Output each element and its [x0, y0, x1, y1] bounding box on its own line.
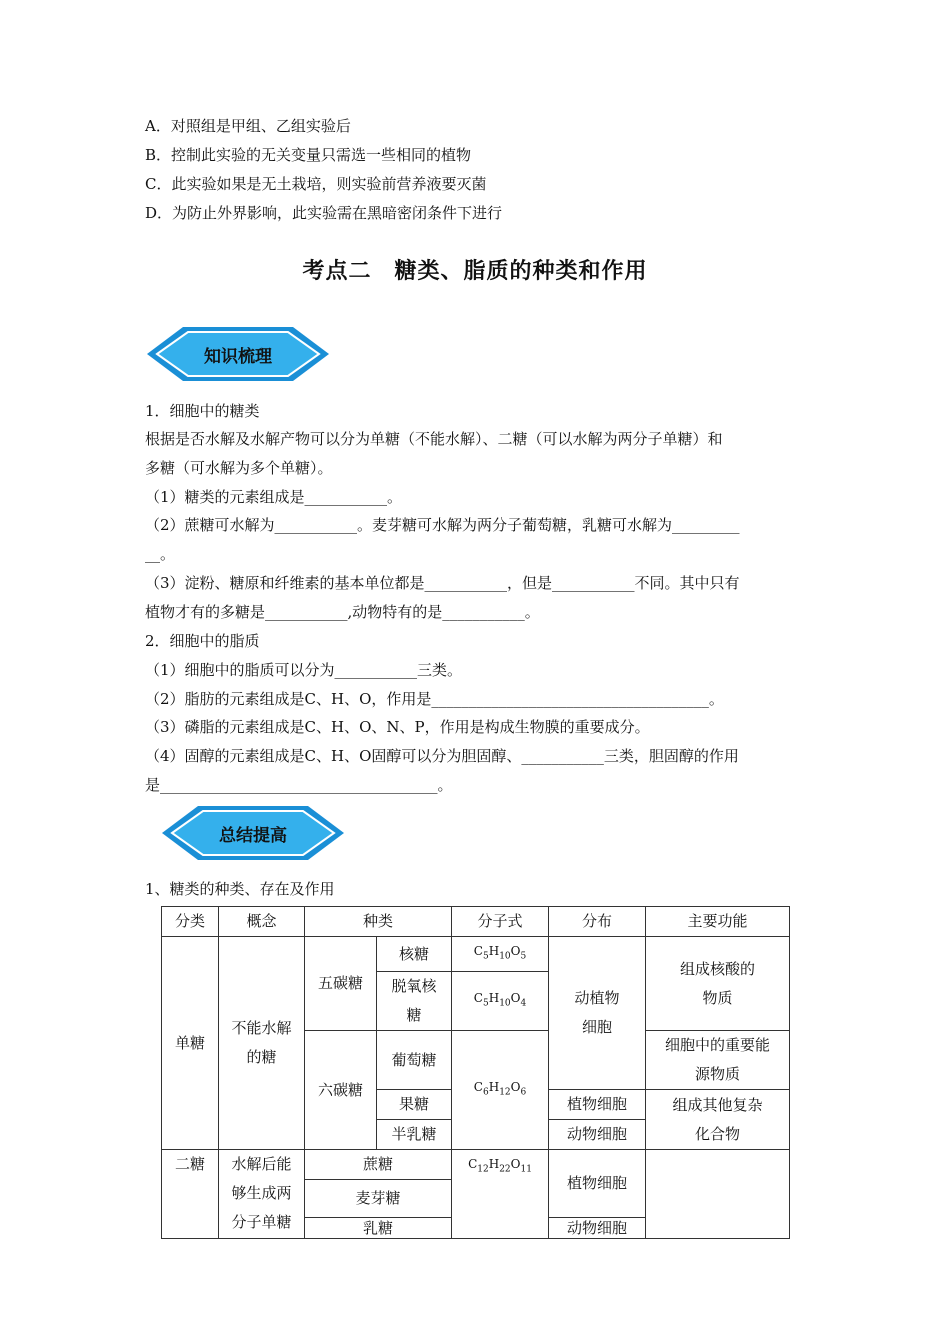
cell-di-formula: $C_{12}H_{22}O_{11}$	[452, 1150, 549, 1239]
cell-plant-cell: 植物细胞	[549, 1090, 646, 1120]
cell-ribose-formula: $C_5H_{10}O_5$	[452, 937, 549, 972]
cell-galactose: 半乳糖	[377, 1120, 452, 1150]
cell-di-function	[646, 1150, 790, 1239]
option-a: A．对照组是甲组、乙组实验后	[145, 117, 351, 135]
cell-ribose: 核糖	[377, 937, 452, 972]
cell-sucrose: 蔗糖	[305, 1150, 452, 1180]
badge-knowledge-label: 知识梳理	[204, 347, 272, 367]
header-type: 种类	[305, 907, 452, 937]
cell-hexose-formula: $C_6H_{12}O_6$	[452, 1031, 549, 1150]
option-c: C．此实验如果是无土栽培，则实验前营养液要灭菌	[145, 175, 487, 193]
body-line: （2）蔗糖可水解为___________。麦芽糖可水解为两分子葡萄糖，乳糖可水解为_________	[145, 516, 740, 534]
body-line: 植物才有的多糖是___________,动物特有的是___________。	[145, 603, 540, 621]
header-distribution: 分布	[549, 907, 646, 937]
cell-glucose: 葡萄糖	[377, 1031, 452, 1090]
header-concept: 概念	[219, 907, 305, 937]
table-row	[162, 1150, 790, 1180]
cell-deoxyribose-formula: $C_5H_{10}O_4$	[452, 972, 549, 1031]
cell-glucose-function: 细胞中的重要能源物质	[646, 1031, 790, 1090]
cell-other-function: 组成其他复杂化合物	[646, 1090, 790, 1150]
body-line: （3）淀粉、糖原和纤维素的基本单位都是___________，但是___________不同。其中只有	[145, 574, 740, 592]
sugar-table	[161, 906, 790, 1239]
cell-pentose-distribution: 动植物细胞	[549, 937, 646, 1090]
cell-hexose: 六碳糖	[305, 1031, 377, 1150]
cell-di-plant-cell: 植物细胞	[549, 1150, 646, 1218]
body-line: （1）细胞中的脂质可以分为___________三类。	[145, 661, 463, 679]
cell-monosaccharide: 单糖	[162, 937, 219, 1150]
header-formula: 分子式	[452, 907, 549, 937]
cell-disaccharide: 二糖	[162, 1150, 219, 1239]
table-caption: 1、糖类的种类、存在及作用	[145, 880, 335, 898]
cell-pentose: 五碳糖	[305, 937, 377, 1031]
section-title: 考点二 糖类、脂质的种类和作用	[302, 259, 648, 284]
badge-knowledge	[145, 323, 331, 385]
body-line: （2）脂肪的元素组成是C、H、O，作用是_____________________________________。	[145, 690, 724, 708]
cell-maltose: 麦芽糖	[305, 1180, 452, 1218]
badge-summary	[160, 802, 346, 864]
cell-lactose: 乳糖	[305, 1218, 452, 1239]
cell-di-animal-cell: 动物细胞	[549, 1218, 646, 1239]
cell-di-concept: 水解后能够生成两分子单糖	[219, 1150, 305, 1239]
body-line: 根据是否水解及水解产物可以分为单糖（不能水解）、二糖（可以水解为两分子单糖）和	[145, 430, 723, 448]
body-line: （1）糖类的元素组成是___________。	[145, 488, 403, 506]
body-line: 多糖（可水解为多个单糖）。	[145, 459, 333, 477]
option-b: B．控制此实验的无关变量只需选一些相同的植物	[145, 146, 472, 164]
body-line: 2．细胞中的脂质	[145, 632, 260, 650]
cell-mono-concept: 不能水解的糖	[219, 937, 305, 1150]
cell-animal-cell: 动物细胞	[549, 1120, 646, 1150]
badge-summary-label: 总结提高	[219, 826, 287, 846]
cell-deoxyribose: 脱氧核糖	[377, 972, 452, 1031]
header-function: 主要功能	[646, 907, 790, 937]
table-header-row	[162, 907, 790, 937]
header-category: 分类	[162, 907, 219, 937]
cell-fructose: 果糖	[377, 1090, 452, 1120]
body-line: （4）固醇的元素组成是C、H、O固醇可以分为胆固醇、___________三类，胆固醇的作用	[145, 747, 739, 765]
cell-pentose-function: 组成核酸的物质	[646, 937, 790, 1031]
body-line: 是_____________________________________。	[145, 776, 453, 794]
body-line: __。	[145, 545, 176, 563]
body-line: （3）磷脂的元素组成是C、H、O、N、P，作用是构成生物膜的重要成分。	[145, 718, 650, 736]
option-d: D．为防止外界影响，此实验需在黑暗密闭条件下进行	[145, 204, 503, 222]
body-line: 1．细胞中的糖类	[145, 402, 260, 420]
table-row	[162, 937, 790, 972]
